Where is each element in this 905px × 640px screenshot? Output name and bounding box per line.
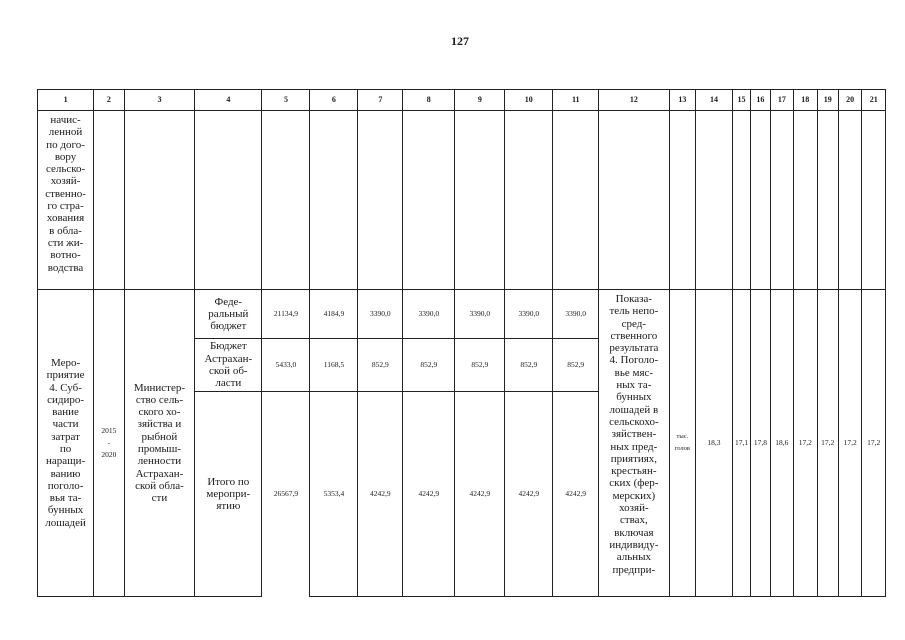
target-cell: 17,1 (732, 290, 750, 597)
empty-cell (599, 111, 669, 290)
col-header: 17 (770, 90, 793, 111)
empty-cell (553, 111, 599, 290)
col-header: 4 (195, 90, 262, 111)
funding-source: Бюджет Астрахан- ской об- ласти (195, 339, 262, 392)
target-cell: 17,2 (862, 290, 886, 597)
col-header: 13 (669, 90, 696, 111)
value-cell: 4242,9 (403, 392, 455, 597)
value-cell: 4184,9 (310, 290, 358, 339)
col-header: 19 (817, 90, 838, 111)
value-cell: 852,9 (403, 339, 455, 392)
col-header: 10 (505, 90, 553, 111)
col-header: 6 (310, 90, 358, 111)
col-header: 12 (599, 90, 669, 111)
header-row (38, 90, 886, 111)
empty-cell (455, 111, 505, 290)
empty-cell (751, 111, 770, 290)
target-cell: 18,3 (696, 290, 733, 597)
empty-cell (732, 111, 750, 290)
empty-cell (94, 111, 125, 290)
indicator-text: Показа- тель непо- сред- ственного результата 4. Поголо- вье мяс- ных та- бунных лошадей в сельскохо- зяйствен- ных пред- приятиях, крестьян- ских (фер- мерских) хозяй- ствах, включая индивиду- альных предпри- (599, 290, 669, 597)
continuation-row (38, 111, 886, 290)
value-cell: 26567,9 (262, 392, 310, 597)
target-cell: 17,8 (751, 290, 770, 597)
col-header: 21 (862, 90, 886, 111)
measure-executor: Министер- ство сель- ского хо- зяйства и рыбной промыш- ленности Астрахан- ской обла- сти (124, 290, 194, 597)
funding-source: Феде- ральный бюджет (195, 290, 262, 339)
col-header: 2 (94, 90, 125, 111)
col-header: 16 (751, 90, 770, 111)
value-cell: 852,9 (358, 339, 403, 392)
col-header: 7 (358, 90, 403, 111)
value-cell: 4242,9 (455, 392, 505, 597)
col-header: 11 (553, 90, 599, 111)
value-cell: 3390,0 (455, 290, 505, 339)
value-cell: 3390,0 (358, 290, 403, 339)
empty-cell (838, 111, 861, 290)
col-header: 1 (38, 90, 94, 111)
empty-cell (195, 111, 262, 290)
value-cell: 3390,0 (403, 290, 455, 339)
empty-cell (403, 111, 455, 290)
value-cell: 3390,0 (553, 290, 599, 339)
empty-cell (696, 111, 733, 290)
empty-cell (770, 111, 793, 290)
empty-cell (817, 111, 838, 290)
col-header: 5 (262, 90, 310, 111)
unit-cell: тыс. голов (669, 290, 696, 597)
target-cell: 17,2 (838, 290, 861, 597)
measure-name: Меро- приятие 4. Суб- сидиро- вание части затрат по наращи- ванию поголо- вья та- бунных лошадей (38, 290, 94, 597)
empty-cell (262, 111, 310, 290)
empty-cell (310, 111, 358, 290)
value-cell: 4242,9 (553, 392, 599, 597)
value-cell: 5353,4 (310, 392, 358, 597)
empty-cell (669, 111, 696, 290)
program-table (37, 89, 886, 597)
empty-cell (124, 111, 194, 290)
col-header: 18 (794, 90, 817, 111)
page-number: 127 (451, 34, 469, 48)
measure-period: 2015 - 2020 (94, 290, 125, 597)
col-header: 20 (838, 90, 861, 111)
empty-cell (505, 111, 553, 290)
federal-budget-row (38, 290, 886, 339)
target-cell: 18,6 (770, 290, 793, 597)
value-cell: 852,9 (505, 339, 553, 392)
value-cell: 5433,0 (262, 339, 310, 392)
funding-source: Итого по меропри- ятию (195, 392, 262, 597)
value-cell: 852,9 (553, 339, 599, 392)
target-cell: 17,2 (817, 290, 838, 597)
col-header: 9 (455, 90, 505, 111)
value-cell: 4242,9 (505, 392, 553, 597)
value-cell: 21134,9 (262, 290, 310, 339)
col-header: 8 (403, 90, 455, 111)
col-header: 15 (732, 90, 750, 111)
value-cell: 3390,0 (505, 290, 553, 339)
col-header: 14 (696, 90, 733, 111)
col-header: 3 (124, 90, 194, 111)
empty-cell (358, 111, 403, 290)
target-cell: 17,2 (794, 290, 817, 597)
value-cell: 4242,9 (358, 392, 403, 597)
continued-text: начис- ленной по дого- вору сельско- хозяй- ственно- го стра- хования в обла- сти жи- вотно- водства (38, 111, 94, 290)
value-cell: 852,9 (455, 339, 505, 392)
empty-cell (862, 111, 886, 290)
empty-cell (794, 111, 817, 290)
value-cell: 1168,5 (310, 339, 358, 392)
